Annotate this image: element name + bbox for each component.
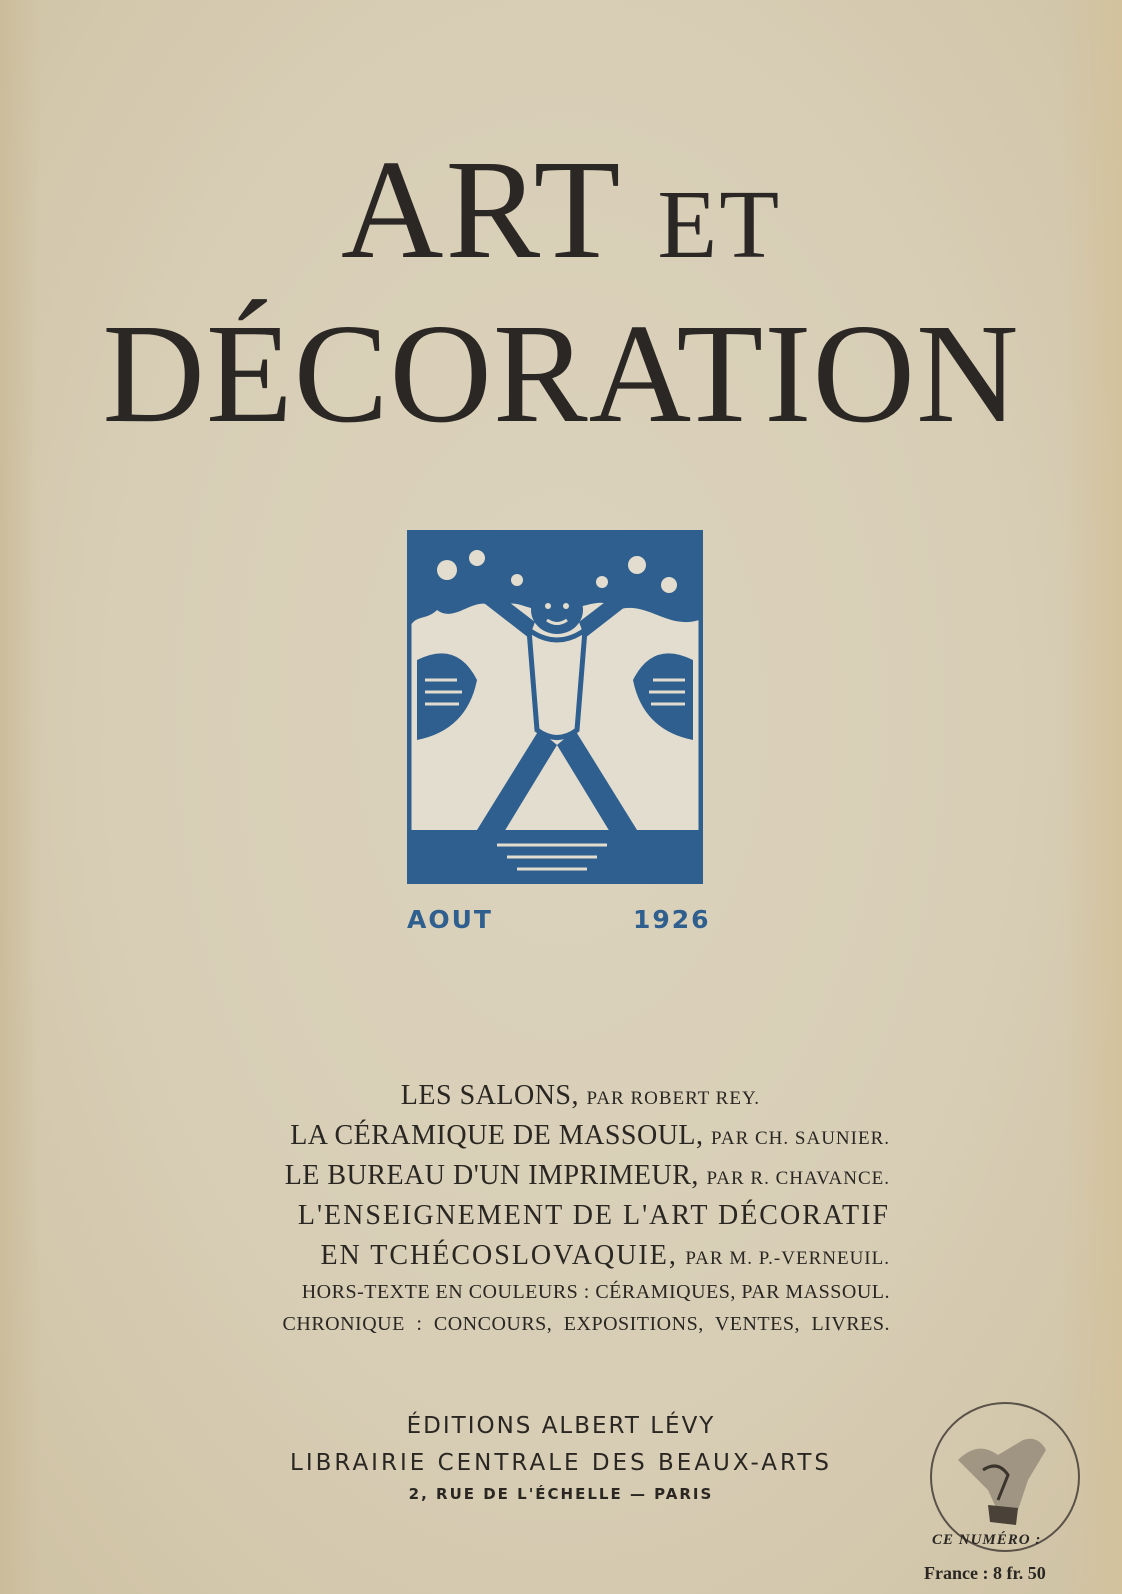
- issue-year: 1926: [633, 905, 711, 934]
- contents-item: LES SALONS, PAR ROBERT REY.: [400, 1080, 760, 1111]
- price-value: France : 8 fr. 50: [924, 1563, 1046, 1583]
- table-of-contents: [200, 1082, 890, 1346]
- publisher-name: ÉDITIONS ALBERT LÉVY: [406, 1413, 716, 1439]
- publisher-address: 2, RUE DE L'ÉCHELLE — PARIS: [408, 1485, 714, 1503]
- hand-stamp-icon: [928, 1400, 1082, 1554]
- contents-item: LE BUREAU D'UN IMPRIMEUR, PAR R. CHAVANCE.: [284, 1160, 890, 1191]
- masthead-line-2: DÉCORATION: [102, 294, 1020, 452]
- contents-item: CHRONIQUE : CONCOURS, EXPOSITIONS, VENTES, LIVRES.: [282, 1313, 890, 1335]
- masthead-et: ET: [657, 171, 782, 279]
- publisher-shop: LIBRAIRIE CENTRALE DES BEAUX-ARTS: [290, 1450, 832, 1476]
- issue-month: AOUT: [407, 905, 493, 934]
- contents-item: HORS-TEXTE EN COULEURS : CÉRAMIQUES, PAR MASSOUL.: [301, 1281, 890, 1303]
- masthead-art: ART: [340, 130, 620, 288]
- contents-item: L'ENSEIGNEMENT DE L'ART DÉCORATIF: [297, 1200, 890, 1231]
- price-label: CE NUMÉRO :: [932, 1532, 1042, 1548]
- masthead-line-1: [0, 130, 1122, 288]
- contents-item: EN TCHÉCOSLOVAQUIE, PAR M. P.-VERNEUIL.: [320, 1240, 890, 1271]
- faun-woodcut-icon: [407, 530, 703, 884]
- contents-item: LA CÉRAMIQUE DE MASSOUL, PAR CH. SAUNIER.: [290, 1120, 890, 1151]
